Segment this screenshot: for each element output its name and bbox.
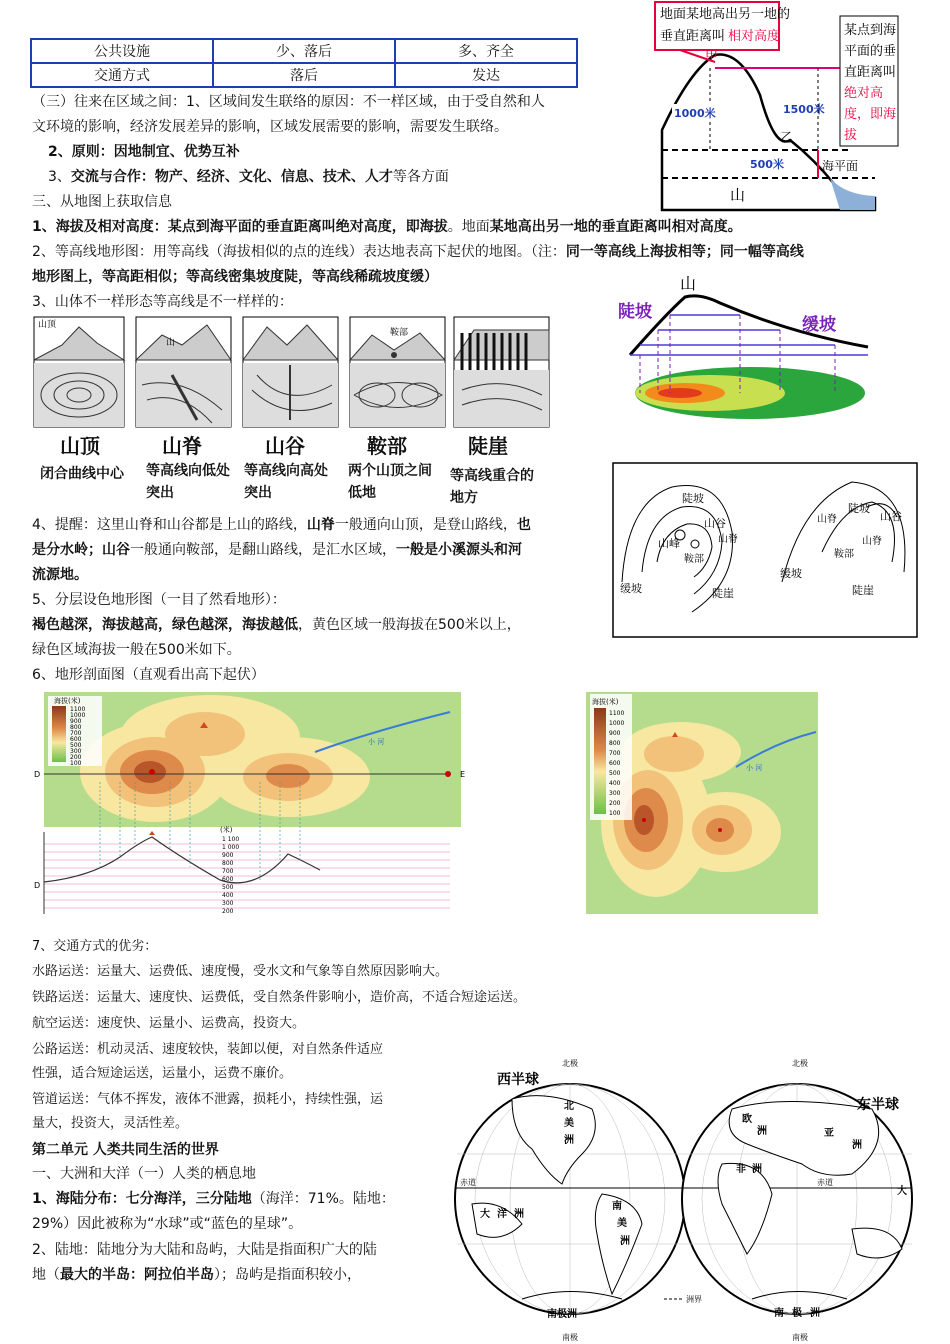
legend-value: 600 [609,760,621,767]
boundary-legend: 洲界 [686,1295,702,1304]
table-cell: 交通方式 [31,63,213,87]
landform-thumbnails [32,315,552,430]
label-yi: 乙 [780,131,794,146]
sketch-label: 山脊 [718,534,738,545]
equator-label: 赤道 [817,1178,833,1187]
landform-name: 山谷 [265,434,305,458]
landform-desc: 等高线重合的地方 [450,468,534,506]
continent-label: 美 [564,1118,574,1129]
profile-value: 900 [222,852,234,859]
continent-label: 欧 [742,1114,752,1125]
south-pole-label: 南极 [792,1333,808,1342]
legend-value: 800 [609,740,621,747]
text-line: 6、地形剖面图（直观看出高下起伏） [32,667,265,683]
label-mountain: 山 [730,186,746,204]
text-span: 3、 [48,169,71,185]
landform-name: 陡崖 [468,434,508,458]
legend-value: 300 [609,790,621,797]
table-cell: 少、落后 [213,39,395,63]
text-span: 等各方面 [392,169,449,185]
legend-value: 700 [70,730,82,737]
thumb-label: 山 [166,338,176,348]
profile-value: 1 100 [222,836,240,843]
text-line: 2、原则：因地制宜、优势互补 [48,144,240,160]
sketch-label: 陡崖 [852,584,874,597]
continent-label: 大 [897,1186,907,1197]
legend-value: 900 [609,730,621,737]
slope-mountain-label: 山 [680,275,697,293]
north-pole-label: 北极 [562,1059,578,1068]
sketch-label: 陡坡 [682,492,704,505]
river-label: 小 河 [746,764,763,772]
text-line [32,615,521,635]
relief-map-with-profile [30,692,470,917]
table-cell: 公共设施 [31,39,213,63]
text-line: 2、陆地：陆地分为大陆和岛屿，大陆是指面积广大的陆 [32,1242,377,1258]
landform-desc: 等高线向低处突出 [146,463,230,501]
continent-label: 洋 [497,1209,507,1220]
thumb-label: 鞍部 [390,328,409,338]
thumb-valley [243,317,338,427]
sketch-label: 山脊 [817,514,837,525]
text-line: 7、交通方式的优劣： [32,939,158,954]
relief-map-2 [586,692,818,914]
table-row [31,39,577,63]
text-span: 1、海陆分布：七分海洋，三分陆地 [32,1191,252,1207]
legend-value: 100 [70,760,82,767]
legend-value: 100 [609,810,621,817]
section-heading: 第二单元 人类共同生活的世界 [32,1142,219,1158]
profile-value: 400 [222,892,234,899]
profile-value: 1 000 [222,844,240,851]
text-span: 交流与合作：物产、经济、文化、信息、技术、人才 [70,169,393,185]
sketch-label: 山谷 [704,517,726,530]
continent-label: 亚 [824,1128,834,1139]
abs-label-5: 度，即海 [844,107,897,122]
continent-label: 南 [612,1201,622,1212]
text-line: 5、分层设色地形图（一目了然看地形）： [32,592,286,608]
profile-values [222,836,239,915]
landform-desc: 等高线向高处突出 [244,463,328,501]
world-hemispheres-map [452,1054,922,1344]
legend-value: 300 [70,748,82,755]
profile-d-label: D [34,881,41,890]
text-line: 性强，适合短途运送，运量小，运费不廉价。 [32,1066,293,1081]
rel-label-a: 地面某地高出另一地的 [660,7,791,22]
sketch-label: 陡崖 [712,587,734,600]
abs-label-6: 拔 [844,128,858,143]
legend-value: 1100 [70,706,86,713]
abs-label-3: 直距离叫 [844,65,897,80]
legend-value: 600 [70,736,82,743]
text-line: 铁路运送：运量大、速度快、运费低，受自然条件影响小，造价高，不适合短途运送。 [32,990,527,1005]
point-e-label: E [460,770,466,779]
text-line: （三）往来在区域之间：1、区域间发生联络的原因：不一样区域，由于受自然和人 [32,94,545,110]
legend-value: 700 [609,750,621,757]
profile-unit: (米) [220,826,233,834]
text-span: 也 [516,517,531,533]
steep-slope-label: 陡坡 [618,302,652,322]
east-hemisphere-label: 东半球 [857,1097,899,1113]
label-1000: 1000米 [674,107,716,120]
landform-desc: 闭合曲线中心 [40,466,124,482]
profile-value: 500 [222,884,234,891]
legend-value: 800 [70,724,82,731]
continent-label: 美 [617,1218,627,1229]
table-cell: 多、齐全 [395,39,577,63]
thumb-peak [34,317,124,427]
text-line: 三、从地图上获取信息 [32,194,172,210]
legend-title: 海拔(米) [592,698,619,706]
text-line [48,167,449,187]
text-line: 3、山体不一样形态等高线是不一样样的： [32,294,293,310]
text-line [32,1265,361,1285]
continent-label: 极 [792,1308,802,1319]
text-line: 管道运送：气体不挥发，液体不泄露，损耗小，持续性强，运 [32,1092,384,1107]
text-line: 公路运送：机动灵活、速度较快，装卸以便，对自然条件适应 [32,1042,384,1057]
text-span: ）；岛屿是指面积较小， [214,1267,361,1283]
table-cell: 发达 [395,63,577,87]
continent-label: 洲 [852,1140,862,1151]
legend-value: 1000 [609,720,625,727]
table-cell: 落后 [213,63,395,87]
profile-value: 200 [222,908,234,915]
legend-value: 900 [70,718,82,725]
text-span: 一般通向山顶，是登山路线， [334,517,517,533]
legend-value: 1000 [70,712,86,719]
text-span: 山脊 [306,517,335,533]
sketch-label: 缓坡 [780,567,802,580]
continent-label: 洲 [514,1209,524,1220]
text-span: （海洋：71%。陆地： [251,1191,395,1207]
thumb-ridge [136,317,231,427]
sketch-label: 山峰 [658,537,680,550]
sketch-label: 山谷 [880,510,902,523]
landform-name: 山顶 [60,434,100,458]
text-line: 一、大洲和大洋（一）人类的栖息地 [32,1166,256,1182]
north-pole-label: 北极 [792,1059,808,1068]
river-label: 小 河 [368,738,385,746]
text-span: 4、提醒：这里山脊和山谷都是上山的路线， [32,517,307,533]
continent-label: 南 [774,1308,784,1319]
point-d-label: D [34,770,41,779]
continent-label: 非 [736,1164,746,1175]
text-line: 地形图上，等高距相似；等高线密集坡度陡，等高线稀疏坡度缓） [32,269,438,285]
text-line [32,540,522,560]
south-pole-label: 南极 [562,1333,578,1342]
profile-value: 800 [222,860,234,867]
gentle-slope-label: 缓坡 [802,315,836,335]
contour-sketch [612,462,918,638]
rel-label-c: 相对高度 [728,29,781,44]
abs-label-4: 绝对高 [844,86,884,101]
thumb-cliff [454,317,549,427]
legend-value: 200 [70,754,82,761]
equator-label: 赤道 [460,1178,476,1187]
text-line: 水路运送：运量大、运费低、速度慢，受水文和气象等自然原因影响大。 [32,964,449,979]
sketch-label: 鞍部 [834,549,854,560]
text-line: 量大，投资大，灵活性差。 [32,1116,189,1131]
text-line: 航空运送：速度快、运量小、运费高，投资大。 [32,1016,306,1031]
abs-label-2: 平面的垂 [844,44,897,59]
text-span: 某地高出另一地的垂直距离叫相对高度。 [489,219,742,235]
landform-name: 鞍部 [367,434,407,458]
thumb-saddle [350,317,445,427]
legend-value: 500 [609,770,621,777]
continent-label: 北 [564,1101,574,1112]
legend-value: 1100 [609,710,625,717]
landform-name: 山脊 [162,434,202,458]
continent-label: 洲 [752,1164,762,1175]
altitude-diagram [650,0,900,215]
landform-desc: 两个山顶之间低地 [348,463,432,501]
sketch-label: 山脊 [862,536,882,547]
profile-value: 300 [222,900,234,907]
profile-value: 700 [222,868,234,875]
continent-label: 南极洲 [547,1309,577,1320]
sketch-label: 鞍部 [684,554,704,565]
text-span: ，黄色区域一般海拔在500米以上， [298,617,521,633]
text-line [32,1189,395,1209]
text-line: 绿色区域海拔一般在500米如下。 [32,642,241,658]
thumb-label: 山顶 [38,320,57,330]
landform-thumbnail-strip [32,315,552,430]
legend-title: 海拔(米) [54,697,81,705]
continent-label: 洲 [564,1135,574,1146]
text-span: 是分水岭；山谷 [32,542,130,558]
text-span: 地（ [32,1267,60,1283]
text-span: 最大的半岛：阿拉伯半岛 [60,1267,214,1283]
text-span: 一般是小溪源头和河 [396,542,522,558]
table-row [31,63,577,87]
legend-value: 400 [609,780,621,787]
label-1500: 1500米 [783,103,825,116]
text-line [32,515,531,535]
text-span: 2、等高线地形图：用等高线（海拔相似的点的连线）表达地表高下起伏的地图。（注： [32,244,566,260]
west-hemisphere-label: 西半球 [497,1072,539,1088]
sketch-label: 陡坡 [848,502,870,515]
text-line: 29%）因此被称为“水球”或“蓝色的星球”。 [32,1216,303,1232]
label-jia: 甲 [705,49,719,64]
continent-label: 洲 [620,1236,630,1247]
sketch-label: 缓坡 [620,582,642,595]
text-span: 1、海拔及相对高度：某点到海平面的垂直距离叫绝对高度，即海拔 [32,219,448,235]
text-span: 同一等高线上海拔相等；同一幅等高线 [565,244,804,260]
text-line: 文环境的影响，经济发展差异的影响，区域发展需要的影响，需要发生联络。 [32,119,508,135]
text-span: 一般通向鞍部，是翻山路线，是汇水区域， [130,542,396,558]
text-line: 流源地。 [32,567,88,583]
label-500: 500米 [750,158,784,171]
continent-label: 大 [480,1209,490,1220]
continent-label: 洲 [810,1308,820,1319]
profile-value: 600 [222,876,234,883]
continent-label: 洲 [757,1126,767,1137]
text-span: 褐色越深，海拔越高，绿色越深，海拔越低 [32,617,298,633]
text-line [32,217,742,237]
slope-diagram [610,275,890,425]
comparison-table [30,38,578,88]
text-span: 。地面 [447,219,490,235]
legend-value: 200 [609,800,621,807]
rel-label-b: 垂直距离叫 [660,29,726,44]
legend-value: 500 [70,742,82,749]
text-line [32,242,804,262]
label-sea-level: 海平面 [822,159,859,173]
abs-label-1: 某点到海 [844,23,897,38]
